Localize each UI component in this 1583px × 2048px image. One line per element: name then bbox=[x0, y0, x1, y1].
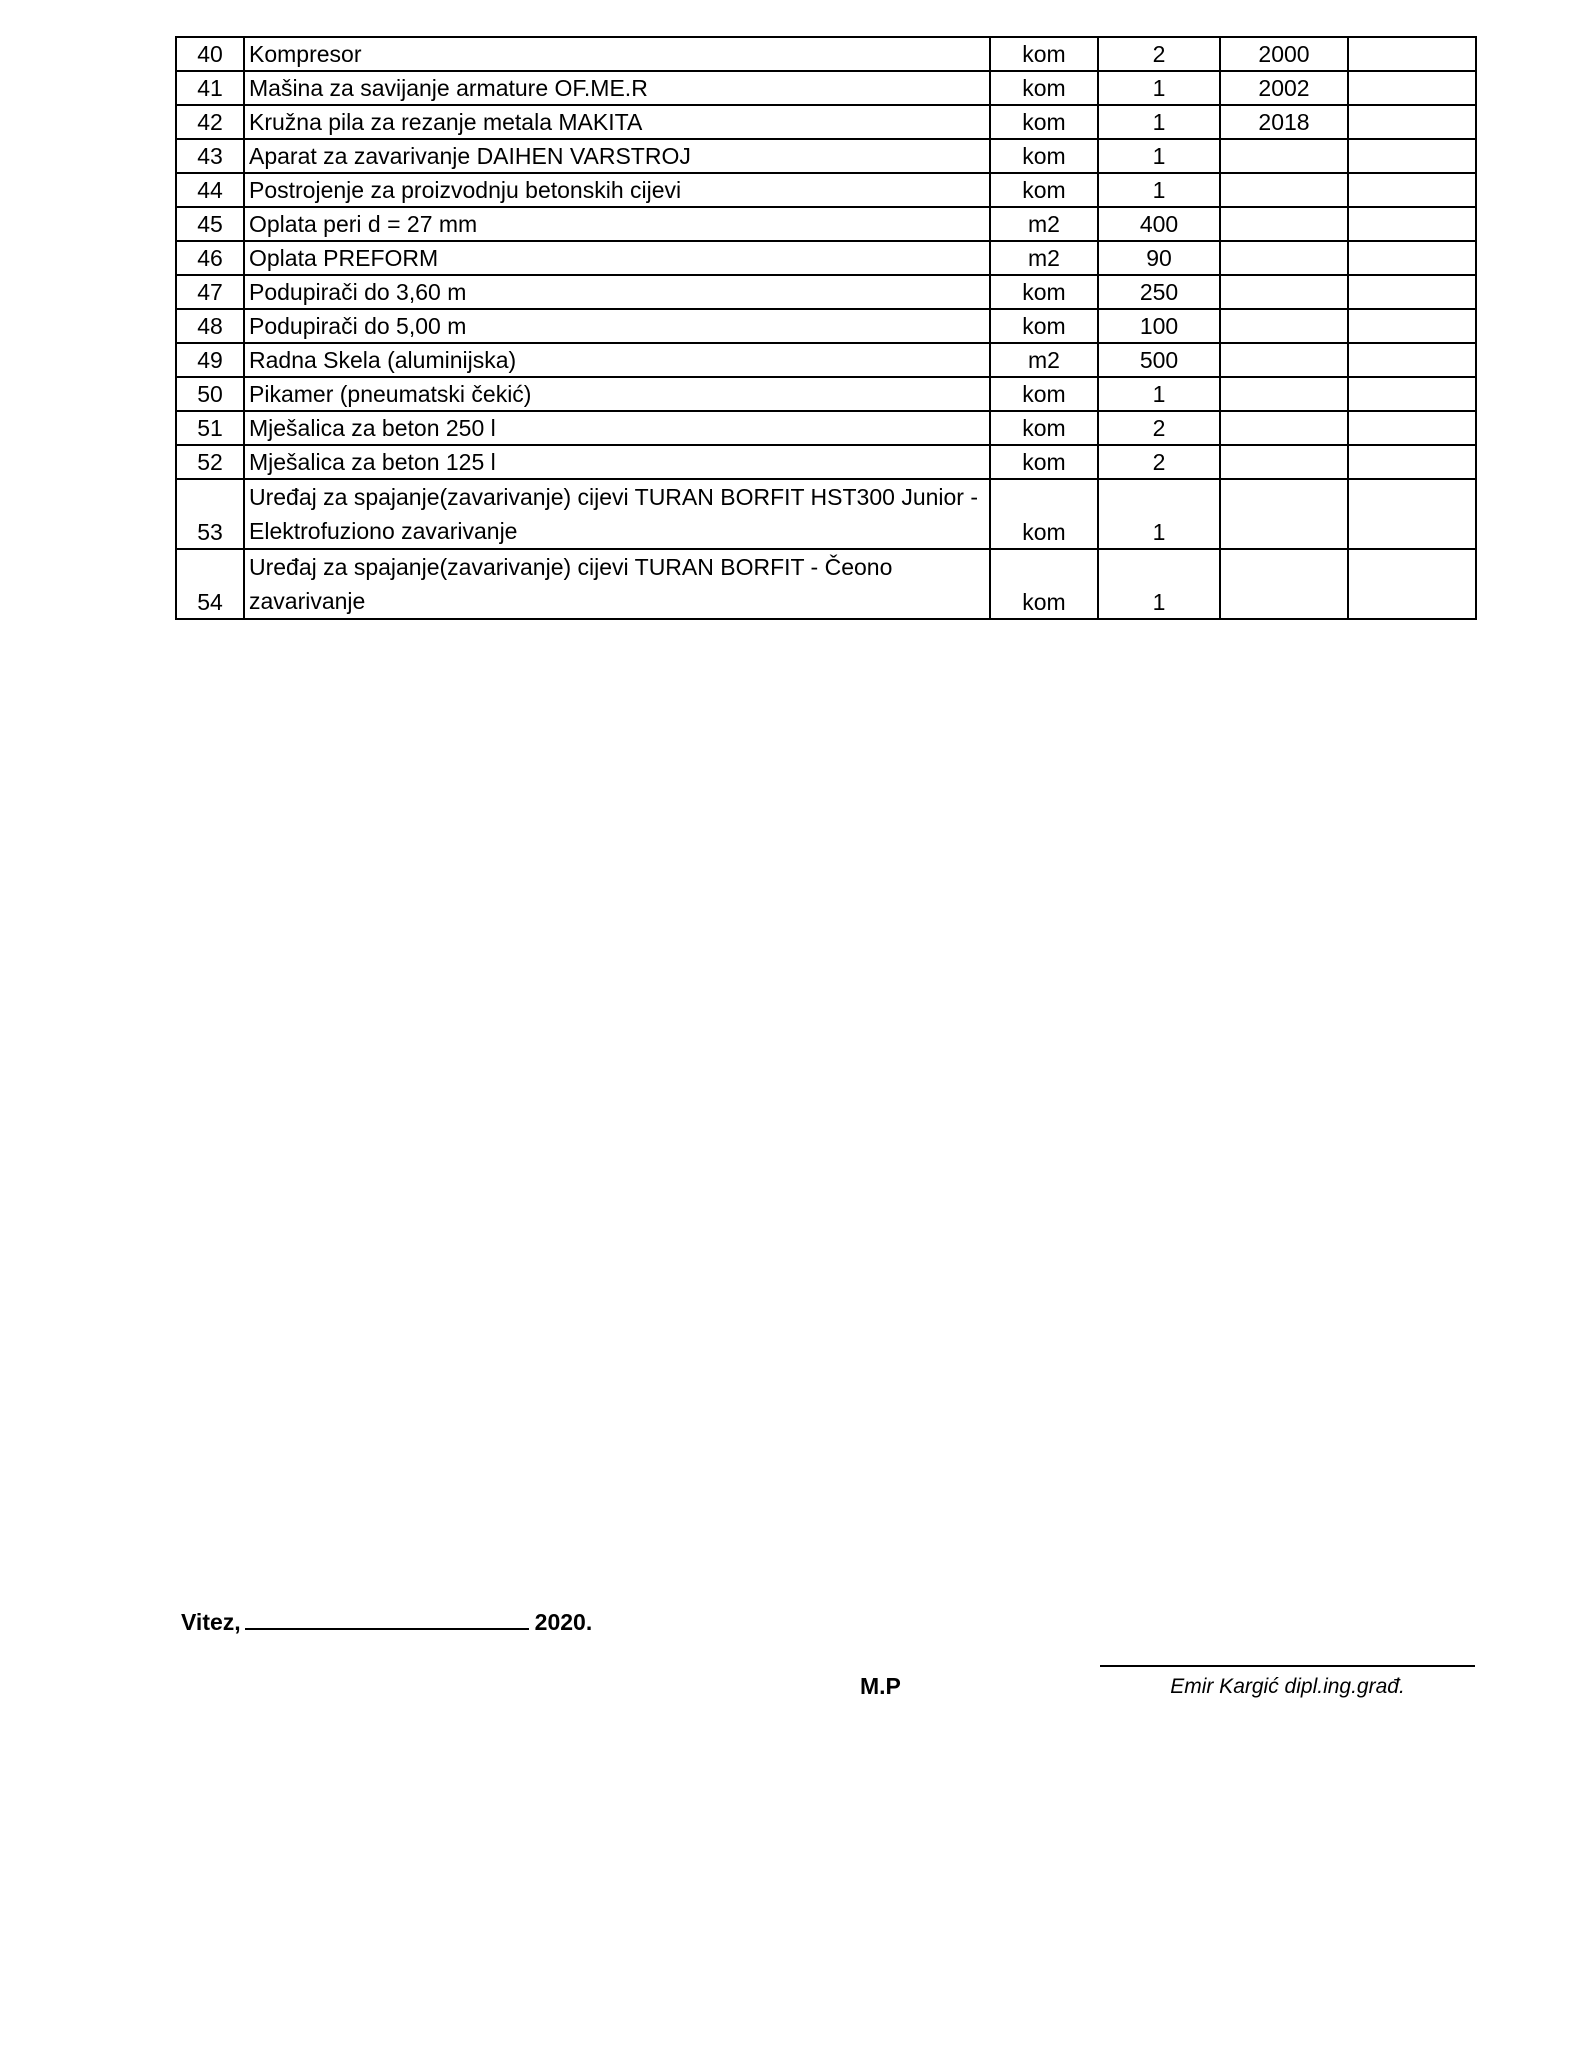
item-description: Oplata PREFORM bbox=[244, 241, 990, 275]
row-number: 50 bbox=[176, 377, 244, 411]
item-year: 2018 bbox=[1220, 105, 1348, 139]
item-quantity: 1 bbox=[1098, 139, 1220, 173]
item-unit: m2 bbox=[990, 241, 1098, 275]
item-description: Radna Skela (aluminijska) bbox=[244, 343, 990, 377]
item-extra bbox=[1348, 37, 1476, 71]
item-unit: m2 bbox=[990, 207, 1098, 241]
item-extra bbox=[1348, 309, 1476, 343]
date-blank-line bbox=[245, 1606, 529, 1630]
item-unit: kom bbox=[990, 71, 1098, 105]
item-year bbox=[1220, 275, 1348, 309]
row-number: 48 bbox=[176, 309, 244, 343]
table-row bbox=[176, 479, 1476, 549]
table-row bbox=[176, 411, 1476, 445]
table-row bbox=[176, 275, 1476, 309]
item-year bbox=[1220, 411, 1348, 445]
table-row bbox=[176, 71, 1476, 105]
item-year bbox=[1220, 241, 1348, 275]
item-extra bbox=[1348, 207, 1476, 241]
item-description: Mašina za savijanje armature OF.ME.R bbox=[244, 71, 990, 105]
row-number: 41 bbox=[176, 71, 244, 105]
table-row bbox=[176, 105, 1476, 139]
row-number: 52 bbox=[176, 445, 244, 479]
table-row bbox=[176, 377, 1476, 411]
row-number: 51 bbox=[176, 411, 244, 445]
item-year: 2002 bbox=[1220, 71, 1348, 105]
item-unit: kom bbox=[990, 411, 1098, 445]
row-number: 42 bbox=[176, 105, 244, 139]
row-number: 46 bbox=[176, 241, 244, 275]
item-description: Mješalica za beton 250 l bbox=[244, 411, 990, 445]
place-label: Vitez, bbox=[181, 1609, 241, 1635]
item-year bbox=[1220, 445, 1348, 479]
item-unit: kom bbox=[990, 445, 1098, 479]
item-year bbox=[1220, 309, 1348, 343]
item-quantity: 1 bbox=[1098, 377, 1220, 411]
item-description: Aparat za zavarivanje DAIHEN VARSTROJ bbox=[244, 139, 990, 173]
item-extra bbox=[1348, 139, 1476, 173]
item-quantity: 2 bbox=[1098, 37, 1220, 71]
row-number: 43 bbox=[176, 139, 244, 173]
item-quantity: 1 bbox=[1098, 479, 1220, 549]
item-extra bbox=[1348, 479, 1476, 549]
row-number: 40 bbox=[176, 37, 244, 71]
item-description: Pikamer (pneumatski čekić) bbox=[244, 377, 990, 411]
item-unit: m2 bbox=[990, 343, 1098, 377]
signature-line bbox=[1100, 1665, 1475, 1667]
table-row bbox=[176, 37, 1476, 71]
item-year bbox=[1220, 343, 1348, 377]
item-extra bbox=[1348, 445, 1476, 479]
item-description: Podupirači do 3,60 m bbox=[244, 275, 990, 309]
item-extra bbox=[1348, 275, 1476, 309]
row-number: 44 bbox=[176, 173, 244, 207]
row-number: 54 bbox=[176, 549, 244, 619]
item-unit: kom bbox=[990, 37, 1098, 71]
item-extra bbox=[1348, 549, 1476, 619]
item-quantity: 1 bbox=[1098, 105, 1220, 139]
row-number: 53 bbox=[176, 479, 244, 549]
item-extra bbox=[1348, 411, 1476, 445]
item-year bbox=[1220, 207, 1348, 241]
table-row bbox=[176, 343, 1476, 377]
item-unit: kom bbox=[990, 549, 1098, 619]
item-year bbox=[1220, 139, 1348, 173]
signer-name: Emir Kargić dipl.ing.građ. bbox=[1170, 1675, 1405, 1698]
item-description: Uređaj za spajanje(zavarivanje) cijevi TURAN BORFIT HST300 Junior - Elektrofuziono zavarivanje bbox=[244, 479, 990, 549]
item-quantity: 90 bbox=[1098, 241, 1220, 275]
item-extra bbox=[1348, 241, 1476, 275]
item-year bbox=[1220, 173, 1348, 207]
item-description: Kompresor bbox=[244, 37, 990, 71]
table-row bbox=[176, 445, 1476, 479]
item-unit: kom bbox=[990, 309, 1098, 343]
item-quantity: 1 bbox=[1098, 549, 1220, 619]
item-extra bbox=[1348, 343, 1476, 377]
item-quantity: 100 bbox=[1098, 309, 1220, 343]
row-number: 49 bbox=[176, 343, 244, 377]
item-unit: kom bbox=[990, 173, 1098, 207]
item-description: Uređaj za spajanje(zavarivanje) cijevi TURAN BORFIT - Čeono zavarivanje bbox=[244, 549, 990, 619]
item-description: Postrojenje za proizvodnju betonskih cijevi bbox=[244, 173, 990, 207]
row-number: 47 bbox=[176, 275, 244, 309]
item-year bbox=[1220, 549, 1348, 619]
place-date-line bbox=[181, 1606, 592, 1636]
item-unit: kom bbox=[990, 105, 1098, 139]
item-year bbox=[1220, 479, 1348, 549]
item-quantity: 2 bbox=[1098, 411, 1220, 445]
table-row bbox=[176, 173, 1476, 207]
item-unit: kom bbox=[990, 377, 1098, 411]
item-quantity: 500 bbox=[1098, 343, 1220, 377]
table-row bbox=[176, 549, 1476, 619]
row-number: 45 bbox=[176, 207, 244, 241]
item-extra bbox=[1348, 377, 1476, 411]
item-description: Podupirači do 5,00 m bbox=[244, 309, 990, 343]
table-row bbox=[176, 139, 1476, 173]
item-description: Mješalica za beton 125 l bbox=[244, 445, 990, 479]
item-year: 2000 bbox=[1220, 37, 1348, 71]
item-quantity: 250 bbox=[1098, 275, 1220, 309]
year-label: 2020. bbox=[534, 1609, 593, 1635]
item-quantity: 400 bbox=[1098, 207, 1220, 241]
item-extra bbox=[1348, 105, 1476, 139]
item-quantity: 1 bbox=[1098, 173, 1220, 207]
stamp-placeholder: M.P bbox=[860, 1673, 901, 1699]
item-extra bbox=[1348, 173, 1476, 207]
item-quantity: 1 bbox=[1098, 71, 1220, 105]
item-unit: kom bbox=[990, 275, 1098, 309]
table-row bbox=[176, 207, 1476, 241]
equipment-table bbox=[175, 36, 1477, 620]
item-description: Oplata peri d = 27 mm bbox=[244, 207, 990, 241]
item-extra bbox=[1348, 71, 1476, 105]
item-unit: kom bbox=[990, 139, 1098, 173]
table-row bbox=[176, 241, 1476, 275]
item-unit: kom bbox=[990, 479, 1098, 549]
item-year bbox=[1220, 377, 1348, 411]
item-quantity: 2 bbox=[1098, 445, 1220, 479]
table-row bbox=[176, 309, 1476, 343]
item-description: Kružna pila za rezanje metala MAKITA bbox=[244, 105, 990, 139]
